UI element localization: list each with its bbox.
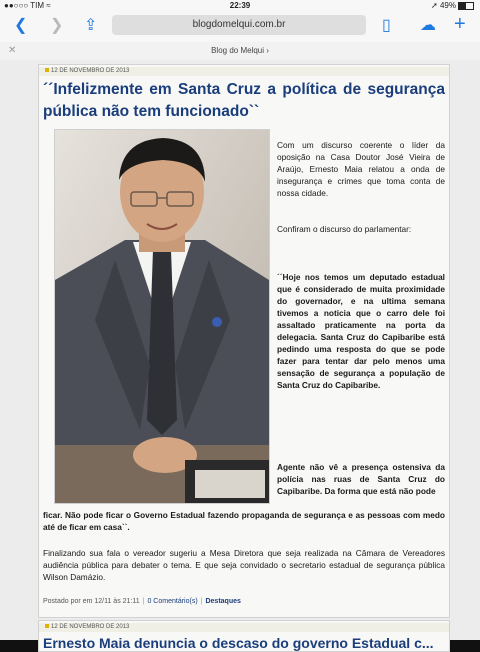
share-icon[interactable]: ⇪ — [84, 17, 98, 34]
status-bar — [0, 0, 480, 12]
next-blog-post — [38, 620, 450, 652]
cloud-tabs-icon[interactable]: ☁ — [420, 17, 436, 34]
new-tab-icon[interactable]: + — [454, 13, 466, 35]
address-bar[interactable] — [112, 15, 366, 35]
post-footer: Postado por em 12/11 às 21:11 | 0 Comentário(s) | Destaques — [43, 598, 241, 605]
blog-post — [38, 64, 450, 618]
post2-date: 12 DE NOVEMBRO DE 2013 — [51, 624, 130, 630]
post-title[interactable]: ´´Infelizmente em Santa Cruz a política de segurança pública não tem funcionado`` — [43, 81, 445, 120]
close-tab-icon[interactable]: ✕ — [8, 45, 17, 56]
carrier-label: ●●○○○ TIM ≈ — [4, 1, 51, 10]
category-link[interactable]: Destaques — [205, 598, 241, 605]
post-date: 12 DE NOVEMBRO DE 2013 — [51, 68, 130, 74]
forward-icon[interactable]: ❯ — [50, 17, 64, 34]
post-meta: Postado por em 12/11 às 21:11 — [43, 598, 140, 605]
back-icon[interactable]: ❮ — [14, 17, 28, 34]
date-bullet-icon — [45, 624, 49, 628]
intro-paragraph: Com um discurso coerente o líder da oposição na Casa Doutor José Vieira de Araújo, Ernesto Maia relatou a onda de insegurança e crimes que toma conta de nossa cidade. — [277, 140, 445, 198]
post-date-bar — [39, 67, 449, 76]
speech-intro: Confiram o discurso do parlamentar: — [277, 224, 412, 234]
url-text: blogdomelqui.com.br — [192, 19, 286, 30]
speech-quote-2-start: Agente não vê a presença ostensiva da polícia nas ruas de Santa Cruz do Capibaribe. Da forma que está não pode — [277, 462, 445, 496]
speech-quote-2-end: ficar. Não pode ficar o Governo Estadual fazendo propaganda de segurança e as pessoas com medo até de ficar em casa``. — [43, 510, 445, 532]
bookmarks-icon[interactable]: ▯ — [382, 17, 391, 34]
tab-title: Blog do Melqui › — [211, 46, 269, 55]
portrait-image — [55, 130, 269, 503]
author-photo — [54, 129, 270, 504]
battery-icon — [458, 2, 474, 10]
speech-quote-1: ´´Hoje nos temos um deputado estadual que é considerado de muita proximidade do governador, e na ultima semana tivemos a noticia que o carro dele foi assaltado praticamente na porta da delegacia. Santa Cruz do Capibaribe está pedindo uma resposta do que se pode fazer para tentar dar pelo menos uma sensação de segurança a população de Santa Cruz do Capibaribe. — [277, 272, 445, 390]
comments-link[interactable]: 0 Comentário(s) — [147, 598, 198, 605]
tab-bar[interactable] — [0, 42, 480, 61]
post2-title[interactable]: Ernesto Maia denuncia o descaso do governo Estadual c... — [43, 635, 434, 651]
browser-toolbar — [0, 12, 480, 43]
battery-status: ➚ 49% — [431, 0, 474, 12]
post2-date-bar — [39, 623, 449, 632]
date-bullet-icon — [45, 68, 49, 72]
closing-paragraph: Finalizando sua fala o vereador sugeriu a Mesa Diretora que seja realizada na Câmara de Vereadores audiência pública para debater o tema. E que seja convidado o secretario estadual de segurança pública Wilson Damázio. — [43, 548, 445, 582]
clock: 22:39 — [229, 1, 251, 10]
web-page[interactable] — [0, 60, 480, 651]
